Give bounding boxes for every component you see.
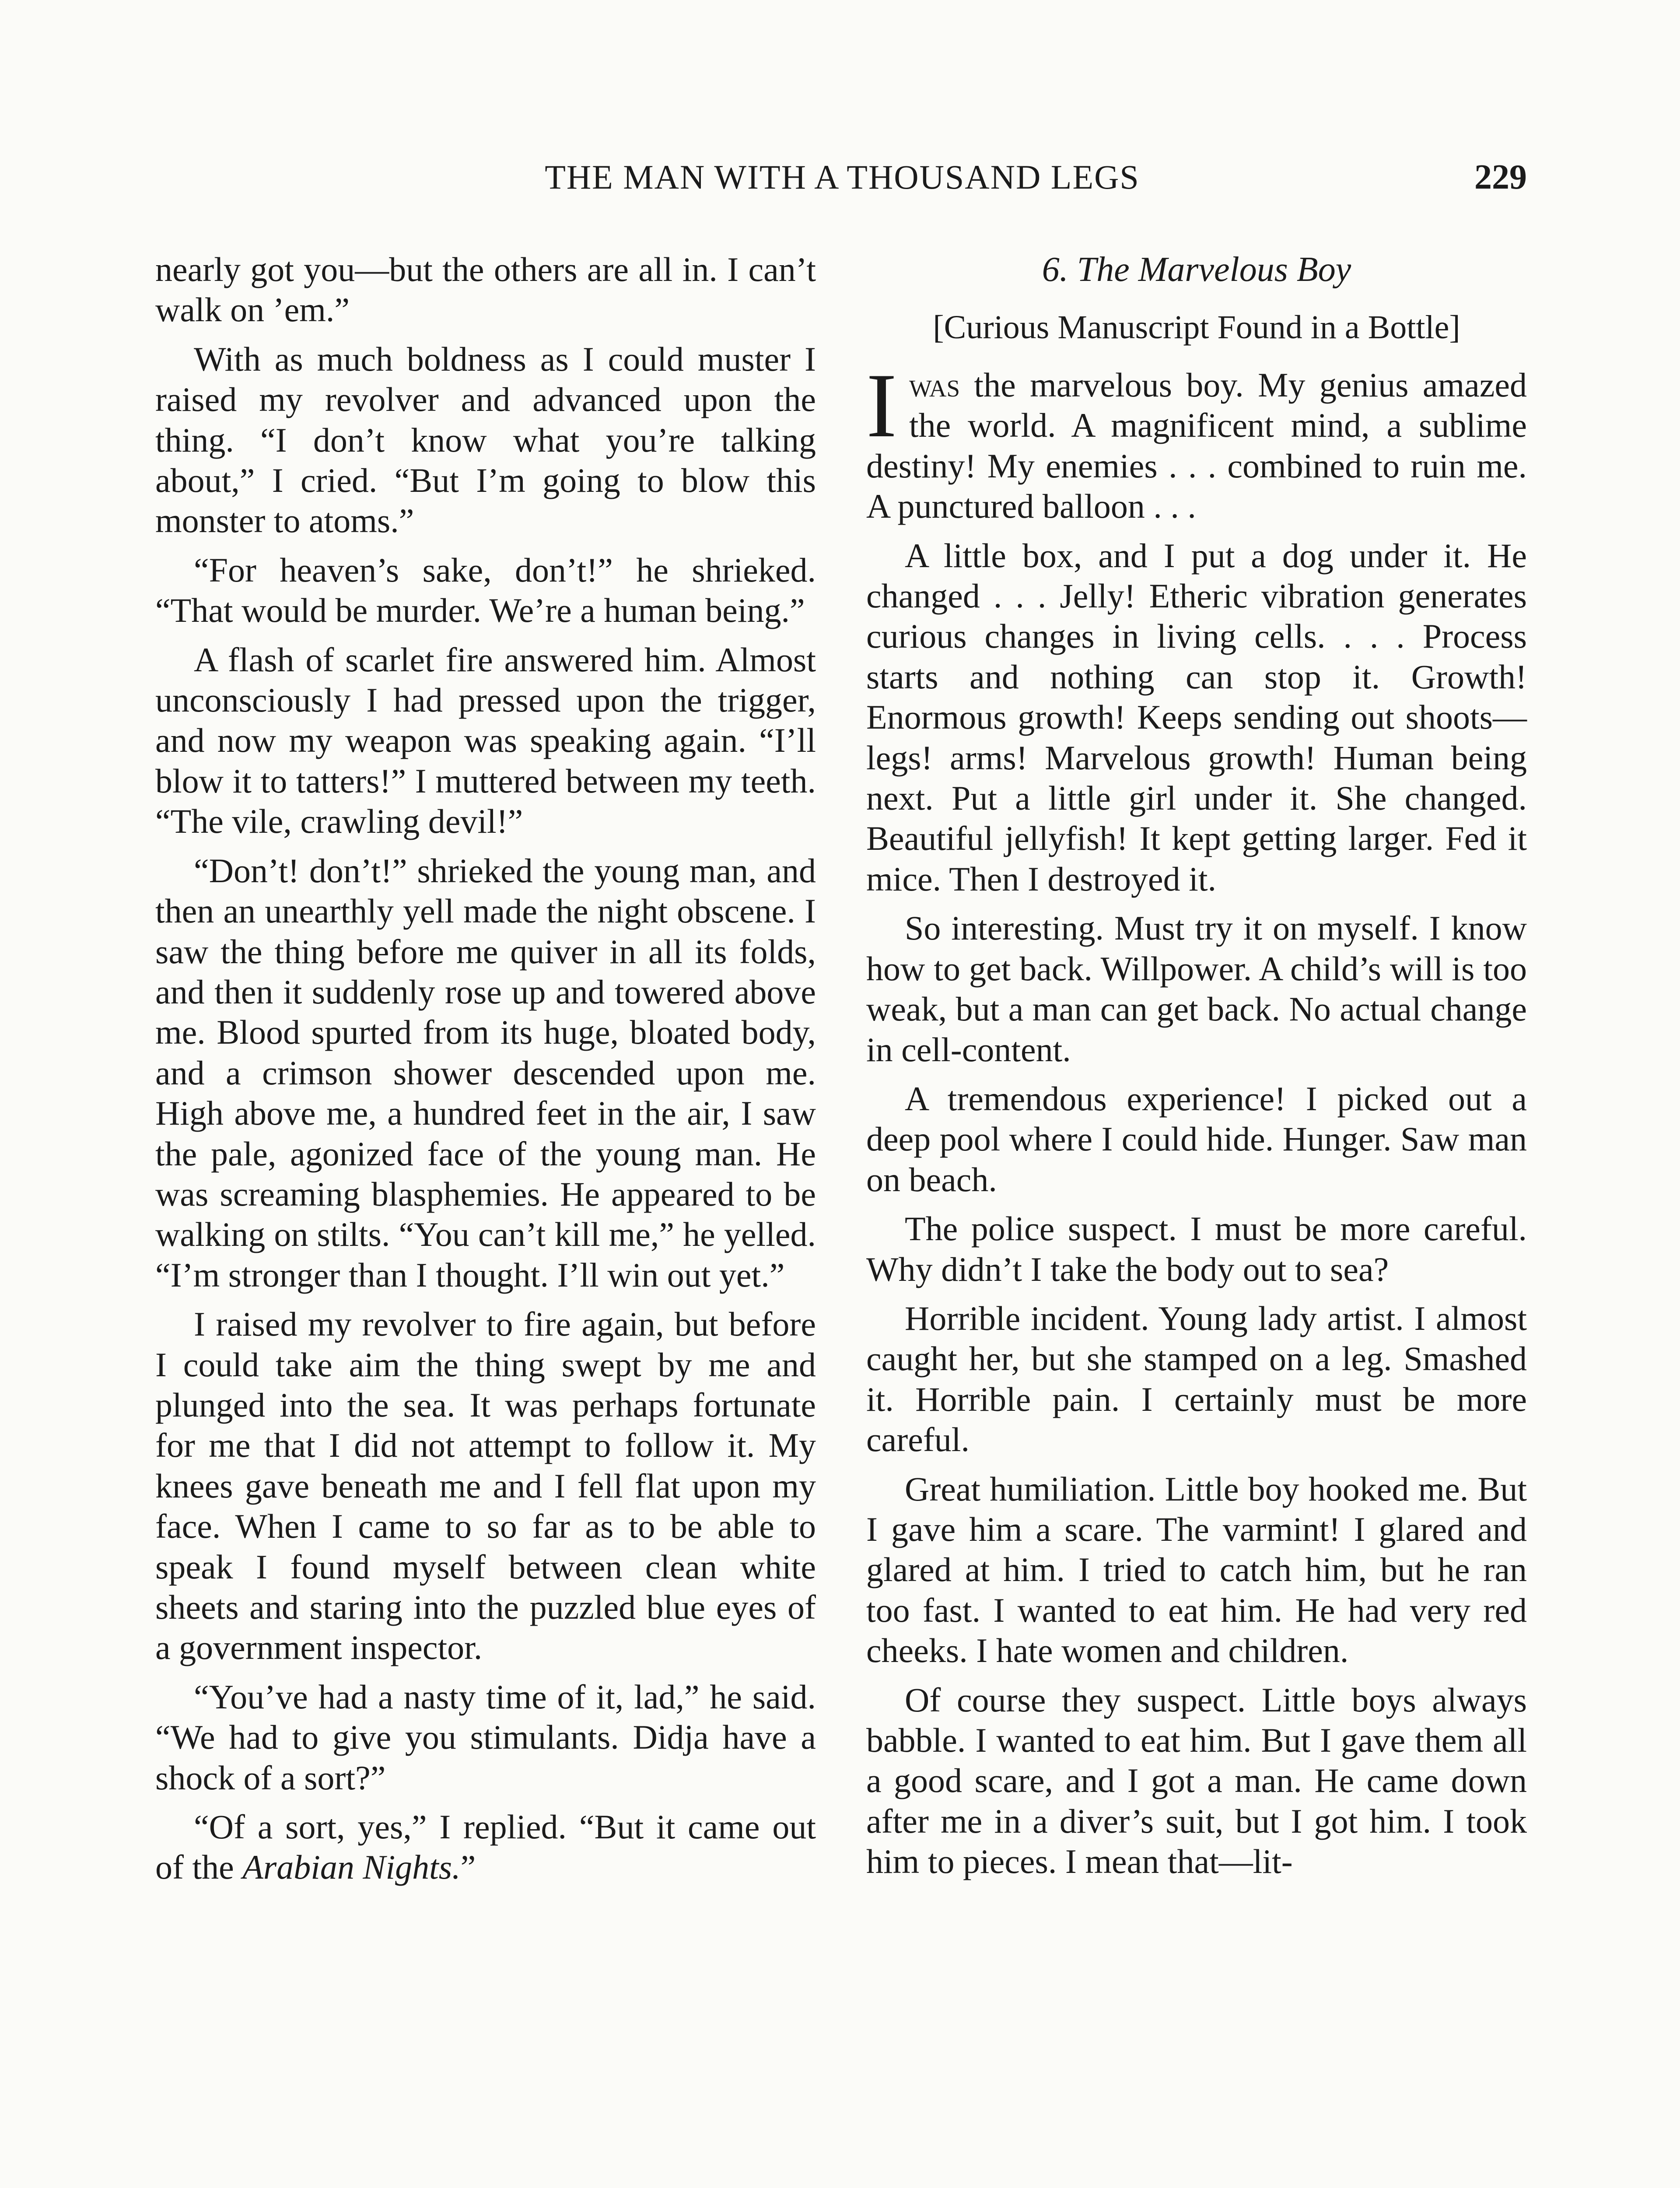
drop-cap: I	[866, 355, 897, 456]
paragraph: “You’ve had a nasty time of it, lad,” he said. “We had to give you stimulants. Didja have a shock of a sort?”	[155, 1677, 816, 1797]
paragraph: “For heaven’s sake, don’t!” he shrieked. “That would be murder. We’re a human being.”	[155, 551, 816, 630]
paragraph: “Don’t! don’t!” shrieked the young man, and then an unearthly yell made the night obscene. I saw the thing before me quiver in all its folds, and then it suddenly rose up and towered above me. Blood spurted from its huge, bloated body, and a crimson shower descended upon me. High above me, a hundred feet in the air, I saw the pale, agonized face of the young man. He was screaming blasphemies. He appeared to be walking on stilts. “You can’t kill me,” he yelled. “I’m stronger than I thought. I’ll win out yet.”	[155, 851, 816, 1294]
paragraph: So interesting. Must try it on myself. I know how to get back. Willpower. A child’s will is too weak, but a man can get back. No actual change in cell-content.	[866, 909, 1527, 1069]
paragraph-final	[155, 1807, 816, 1888]
paragraph: A little box, and I put a dog under it. He changed . . . Jelly! Etheric vibration generates curious changes in living cells. . . . Process starts and nothing can stop it. Growth! Enormous growth! Keeps sending out shoots—legs! arms! Marvelous growth! Human being next. Put a little girl under it. She changed. Beautiful jellyfish! It kept getting larger. Fed it mice. Then I destroyed it.	[866, 536, 1527, 898]
right-column	[866, 249, 1527, 1891]
text-run: the marvelous boy. My genius amazed the world. A magnificent mind, a sublime destiny! My enemies . . . combined to ruin me. A punctured balloon . . .	[866, 366, 1527, 526]
paragraph: Horrible incident. Young lady artist. I almost caught her, but she stamped on a leg. Smashed it. Horrible pain. I certainly must be more careful.	[866, 1299, 1527, 1459]
paragraph: A flash of scarlet fire answered him. Almost unconsciously I had pressed upon the trigger, and now my weapon was speaking again. “I’ll blow it to tatters!” I muttered between my teeth. “The vile, crawling devil!”	[155, 640, 816, 841]
paragraph: Great humiliation. Little boy hooked me. But I gave him a scare. The varmint! I glared and glared at him. I tried to catch him, but he ran too fast. I wanted to eat him. He had very red cheeks. I hate women and children.	[866, 1469, 1527, 1670]
left-column	[155, 249, 816, 1897]
paragraph: With as much boldness as I could muster I raised my revolver and advanced upon the thing. “I don’t know what you’re talking about,” I cried. “But I’m going to blow this monster to atoms.”	[155, 340, 816, 540]
section-subtitle: [Curious Manuscript Found in a Bottle]	[933, 309, 1460, 346]
italic-title: Arabian Nights.	[242, 1848, 461, 1886]
text-run: ”	[460, 1848, 476, 1886]
running-header	[158, 151, 1527, 203]
paragraph: A tremendous experience! I picked out a deep pool where I could hide. Hunger. Saw man on beach.	[866, 1079, 1527, 1199]
running-title: THE MAN WITH A THOUSAND LEGS	[545, 158, 1140, 196]
paragraph: I raised my revolver to fire again, but before I could take aim the thing swept by me and plunged into the sea. It was perhaps fortunate for me that I did not attempt to follow it. My knees gave beneath me and I fell flat upon my face. When I came to so far as to be able to speak I found myself between clean white sheets and staring into the puzzled blue eyes of a government inspector.	[155, 1305, 816, 1667]
small-caps-word: was	[909, 366, 960, 404]
paragraph: nearly got you—but the others are all in. I can’t walk on ’em.”	[155, 250, 816, 329]
opening-paragraph	[866, 355, 1527, 527]
paragraph: Of course they suspect. Little boys always babble. I wanted to eat him. But I gave them all a good scare, and I got a man. He came down after me in a diver’s suit, but I got him. I took him to pieces. I mean that—lit-	[866, 1680, 1527, 1881]
paragraph: The police suspect. I must be more careful. Why didn’t I take the body out to sea?	[866, 1210, 1527, 1288]
page-number: 229	[1474, 158, 1527, 196]
section-title: 6. The Marvelous Boy	[1042, 250, 1351, 289]
text-run: “Of a sort, yes,” I replied. “But it came out of the	[155, 1808, 816, 1886]
